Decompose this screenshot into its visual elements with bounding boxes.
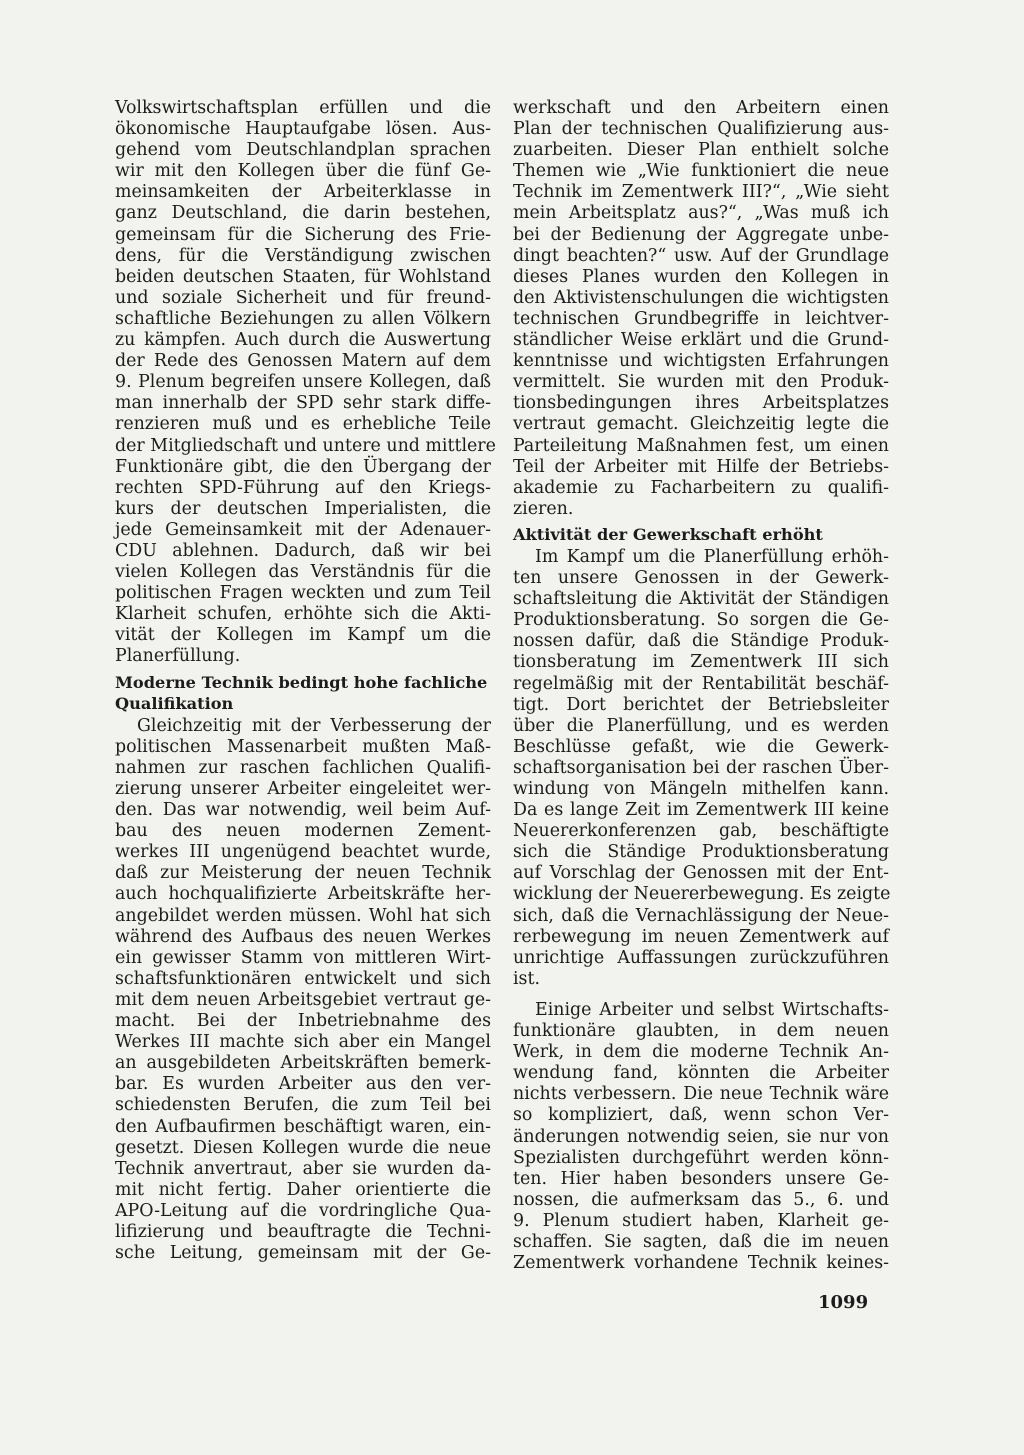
text-line: meinsamkeiten der Arbeiterklasse in (115, 182, 491, 203)
text-line: APO-Leitung auf die vordringliche Qua- (115, 1200, 491, 1221)
text-line: werkes III ungenügend beachtet wurde, (115, 842, 491, 863)
text-line: politischen Massenarbeit mußten Maß- (115, 736, 491, 757)
text-line: ein gewisser Stamm von mittleren Wirt- (115, 947, 491, 968)
text-line: schaffen. Sie sagten, daß die im neuen (513, 1231, 889, 1252)
text-line: Gleichzeitig mit der Verbesserung der (137, 715, 491, 736)
text-line: wir mit den Kollegen über die fünf Ge- (115, 161, 491, 182)
text-line: Klarheit schufen, erhöhte sich die Akti- (115, 604, 491, 625)
text-line: Da es lange Zeit im Zementwerk III keine (513, 800, 889, 821)
right-paragraph-2 (513, 547, 889, 990)
text-line: tionsberatung im Zementwerk III sich (513, 652, 889, 673)
text-line: Produktionsberatung. So sorgen die Ge- (513, 610, 889, 631)
text-line: renzieren muß und es erhebliche Teile (115, 414, 491, 435)
section-heading-aktivitaet (513, 524, 889, 545)
text-line: kurs der deutschen Imperialisten, die (115, 498, 491, 519)
text-line: zu kämpfen. Auch durch die Auswertung (115, 330, 491, 351)
text-line: Werk, in dem die moderne Technik An- (513, 1042, 889, 1063)
text-line: politischen Fragen weckten und zum Teil (115, 583, 491, 604)
text-line: funktionäre glaubten, in dem neuen (513, 1021, 889, 1042)
text-line: Planerfüllung. (115, 646, 241, 667)
text-line: macht. Bei der Inbetriebnahme des (115, 1011, 491, 1032)
text-line: schaftsorganisation bei der raschen Über- (513, 757, 889, 778)
text-line: vität der Kollegen im Kampf um die (115, 625, 491, 646)
text-line: so kompliziert, daß, wenn schon Ver- (513, 1105, 889, 1126)
text-line: den. Das war notwendig, weil beim Auf- (115, 800, 491, 821)
paragraph-gap (513, 990, 889, 1000)
text-line: Im Kampf um die Planerfüllung erhöh- (535, 546, 889, 567)
text-line: lifizierung und beauftragte die Techni- (115, 1221, 491, 1242)
text-line: akademie zu Facharbeitern zu qualifi- (513, 477, 889, 498)
text-line: tigt. Dort berichtet der Betriebsleiter (513, 694, 889, 715)
heading-line: Moderne Technik bedingt hohe fachliche (115, 672, 488, 692)
text-line: bei der Bedienung der Aggregate unbe- (513, 224, 889, 245)
text-line: Neuererkonferenzen gab, beschäftigte (513, 821, 889, 842)
text-line: Spezialisten durchgeführt werden könn- (513, 1147, 889, 1168)
text-line: Werkes III machte sich aber ein Mangel (115, 1032, 491, 1053)
text-line: tionsbedingungen ihres Arbeitsplatzes (513, 393, 889, 414)
right-column (513, 98, 889, 1274)
text-line: schaftsfunktionären entwickelt und sich (115, 968, 491, 989)
text-line: jede Gemeinsamkeit mit der Adenauer- (115, 519, 491, 540)
text-line: vielen Kollegen das Verständnis für die (115, 562, 491, 583)
right-paragraph-3 (513, 1000, 889, 1274)
text-line: Funktionäre gibt, die den Übergang der (115, 456, 491, 477)
text-line: über die Planerfüllung, und es werden (513, 715, 889, 736)
heading-line: Aktivität der Gewerkschaft erhöht (513, 524, 823, 544)
text-line: kenntnisse und wichtigsten Erfahrungen (513, 351, 889, 372)
text-line: schaftliche Beziehungen zu allen Völkern (115, 308, 491, 329)
text-line: nichts verbessern. Die neue Technik wäre (513, 1084, 889, 1105)
text-line: dingt beachten?“ usw. Auf der Grundlage (513, 245, 889, 266)
left-paragraph-2 (115, 716, 491, 1264)
text-line: 9. Plenum begreifen unsere Kollegen, daß (115, 372, 491, 393)
text-line: rechten SPD-Führung auf den Kriegs- (115, 477, 491, 498)
text-line: man innerhalb der SPD sehr stark diffe- (115, 393, 491, 414)
text-line: an ausgebildeten Arbeitskräften bemerk- (115, 1053, 491, 1074)
heading-line: Qualifikation (115, 693, 234, 713)
text-line: Einige Arbeiter und selbst Wirtschafts- (535, 999, 889, 1020)
right-paragraph-1 (513, 98, 889, 520)
text-line: auf Vorschlag der Genossen mit der Ent- (513, 863, 889, 884)
text-line: sche Leitung, gemeinsam mit der Ge- (115, 1243, 491, 1264)
text-line: zuarbeiten. Dieser Plan enthielt solche (513, 140, 889, 161)
text-line: nossen dafür, daß die Ständige Produk- (513, 631, 889, 652)
text-line: ten unsere Genossen in der Gewerk- (513, 568, 889, 589)
text-line: Technik anvertraut, aber sie wurden da- (115, 1158, 491, 1179)
text-line: gemeinsam für die Sicherung des Frie- (115, 224, 491, 245)
text-line: wicklung der Neuererbewegung. Es zeigte (513, 884, 891, 905)
text-line: Zementwerk vorhandene Technik keines- (513, 1253, 889, 1274)
text-line: technischen Grundbegriffe in leichtver- (513, 308, 889, 329)
text-line: während des Aufbaus des neuen Werkes (115, 926, 491, 947)
text-line: ganz Deutschland, die darin bestehen, (115, 203, 491, 224)
text-line: sich die Ständige Produktionsberatung (513, 842, 889, 863)
text-line: dieses Planes wurden den Kollegen in (513, 266, 889, 287)
text-line: mit nicht fertig. Daher orientierte die (115, 1179, 491, 1200)
text-line: rerbewegung im neuen Zementwerk auf (513, 926, 889, 947)
text-line: änderungen notwendig seien, sie nur von (513, 1126, 889, 1147)
text-line: der Rede des Genossen Matern auf dem (115, 351, 491, 372)
text-line: der Mitgliedschaft und untere und mittlere (115, 435, 496, 456)
text-line: ökonomische Hauptaufgabe lösen. Aus- (115, 119, 491, 140)
left-column (115, 98, 496, 1264)
text-line: nossen, die aufmerksam das 5., 6. und (513, 1189, 889, 1210)
section-heading-moderne-technik (115, 672, 491, 714)
text-line: den Aktivistenschulungen die wichtigsten (513, 287, 889, 308)
text-line: werkschaft und den Arbeitern einen (513, 98, 889, 118)
text-line: bau des neuen modernen Zement- (115, 821, 491, 842)
text-line: vertraut gemacht. Gleichzeitig legte die (513, 414, 889, 435)
text-line: zieren. (513, 498, 574, 519)
text-line: nahmen zur raschen fachlichen Qualifi- (115, 757, 491, 778)
text-line: den Aufbaufirmen beschäftigt waren, ein- (115, 1116, 491, 1137)
text-line: sich, daß die Vernachlässigung der Neue- (513, 905, 889, 926)
text-line: windung von Mängeln mithelfen kann. (513, 779, 889, 799)
text-line: mein Arbeitsplatz aus?“, „Was muß ich (513, 203, 889, 224)
page-number: 1099 (818, 1292, 869, 1313)
text-line: gesetzt. Diesen Kollegen wurde die neue (115, 1137, 491, 1158)
text-line: mit dem neuen Arbeitsgebiet vertraut ge- (115, 989, 491, 1010)
text-line: dens, für die Verständigung zwischen (115, 245, 491, 266)
text-line: Volkswirtschaftsplan erfüllen und die (115, 98, 491, 118)
text-line: Plan der technischen Qualifizierung aus- (513, 119, 889, 140)
text-line: Technik im Zementwerk III?“, „Wie sieht (513, 182, 889, 203)
text-line: beiden deutschen Staaten, für Wohlstand (115, 266, 491, 287)
text-line: angebildet werden müssen. Wohl hat sich (115, 905, 491, 926)
text-line: 9. Plenum studiert haben, Klarheit ge- (513, 1210, 889, 1231)
text-line: unrichtige Auffassungen zurückzuführen (513, 947, 889, 968)
text-line: schaftsleitung die Aktivität der Ständigen (513, 589, 889, 610)
text-line: Themen wie „Wie funktioniert die neue (513, 161, 889, 182)
text-line: Teil der Arbeiter mit Hilfe der Betriebs- (513, 456, 889, 477)
text-line: zierung unserer Arbeiter eingeleitet wer- (115, 779, 491, 799)
text-line: Beschlüsse gefaßt, wie die Gewerk- (513, 736, 889, 757)
text-line: gehend vom Deutschlandplan sprachen (115, 140, 491, 161)
text-line: ten. Hier haben besonders unsere Ge- (513, 1168, 889, 1189)
text-line: ständlicher Weise erklärt und die Grund- (513, 330, 889, 351)
text-line: regelmäßig mit der Rentabilität beschäf- (513, 673, 889, 694)
text-line: schiedensten Berufen, die zum Teil bei (115, 1095, 491, 1116)
text-line: ist. (513, 968, 541, 989)
text-line: auch hochqualifizierte Arbeitskräfte her- (115, 884, 491, 905)
text-line: vermittelt. Sie wurden mit den Produk- (513, 372, 889, 393)
text-line: und soziale Sicherheit und für freund- (115, 287, 491, 308)
text-line: CDU ablehnen. Dadurch, daß wir bei (115, 540, 491, 561)
text-line: daß zur Meisterung der neuen Technik (115, 863, 491, 884)
text-line: bar. Es wurden Arbeiter aus den ver- (115, 1074, 491, 1095)
text-line: Parteileitung Maßnahmen fest, um einen (513, 435, 889, 456)
text-line: wendung fand, könnten die Arbeiter (513, 1063, 889, 1084)
left-paragraph-1 (115, 98, 496, 668)
